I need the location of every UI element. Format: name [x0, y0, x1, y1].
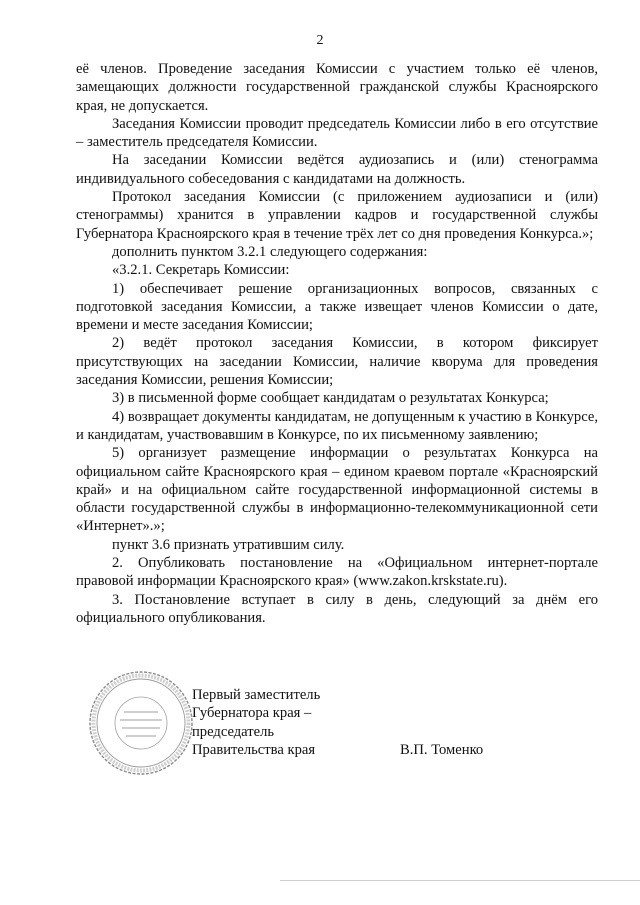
- paragraph-10: 4) возвращает документы кандидатам, не допущенным к участию в Конкурсе, и кандидатам, участвовавшим в Конкурсе, по их письменному заявлению;: [76, 408, 598, 443]
- seal-center-lines: [120, 712, 162, 736]
- seal-middle-ring: [97, 679, 185, 767]
- paragraph-5: дополнить пунктом 3.2.1 следующего содержания:: [112, 243, 428, 260]
- paragraph-3: На заседании Комиссии ведётся аудиозапись и (или) стенограмма индивидуального собеседования с кандидатами на должность.: [76, 152, 598, 187]
- paragraph-8: 2) ведёт протокол заседания Комиссии, в котором фиксирует присутствующих на заседании Комиссии, наличие кворума для проведения заседания Комиссии, решения Комиссии;: [76, 335, 598, 389]
- paragraph-13: 2. Опубликовать постановление на «Официальном интернет-портале правовой информации Красноярского края» (www.zakon.krskstate.ru).: [76, 555, 598, 590]
- signatory-title: [192, 686, 320, 759]
- paragraph-11: 5) организует размещение информации о результатах Конкурса на официальном сайте Красноярского края – едином краевом портале «Красноярский край» и на официальном сайте государственной информационной системы в области государственной службы в информационно-телекоммуникационной сети «Интернет».»;: [76, 445, 598, 535]
- paragraph-14: 3. Постановление вступает в силу в день, следующий за днём его официального опубликования.: [76, 591, 598, 626]
- signatory-name: В.П. Томенко: [400, 742, 484, 758]
- signatory-title-line-2: Губернатора края –: [192, 705, 312, 722]
- paragraph-6: «3.2.1. Секретарь Комиссии:: [112, 262, 290, 279]
- signatory-title-line-3: председатель: [192, 723, 275, 740]
- paragraph-12: пункт 3.6 признать утратившим силу.: [112, 536, 345, 553]
- document-body: [76, 60, 598, 627]
- page-bottom-rule: [280, 880, 640, 881]
- seal-outer-ring: [90, 672, 192, 774]
- paragraph-1: её членов. Проведение заседания Комиссии с участием только её членов, замещающих должности государственной гражданской службы Красноярского края, не допускается.: [76, 61, 598, 114]
- paragraph-2: Заседания Комиссии проводит председатель Комиссии либо в его отсутствие – заместитель председателя Комиссии.: [76, 115, 598, 151]
- signatory-title-line-4: Правительства края: [192, 741, 316, 758]
- paragraph-7: 1) обеспечивает решение организационных вопросов, связанных с подготовкой заседания Комиссии, а также извещает членов Комиссии о дате, времени и месте заседания Комиссии;: [76, 280, 598, 334]
- signatory-title-line-1: Первый заместитель: [192, 687, 321, 703]
- page-number: 2: [316, 33, 324, 48]
- paragraph-9: 3) в письменной форме сообщает кандидатам о результатах Конкурса;: [112, 390, 549, 407]
- paragraph-4: Протокол заседания Комиссии (с приложением аудиозаписи и (или) стенограммы) хранится в управлении кадров и государственной службы Губернатора Красноярского края в течение трёх лет со дня проведения Конкурса.»;: [76, 189, 598, 242]
- seal-inner-ring: [115, 697, 167, 749]
- official-seal-stamp: [86, 668, 196, 778]
- seal-rim-text: [94, 676, 189, 771]
